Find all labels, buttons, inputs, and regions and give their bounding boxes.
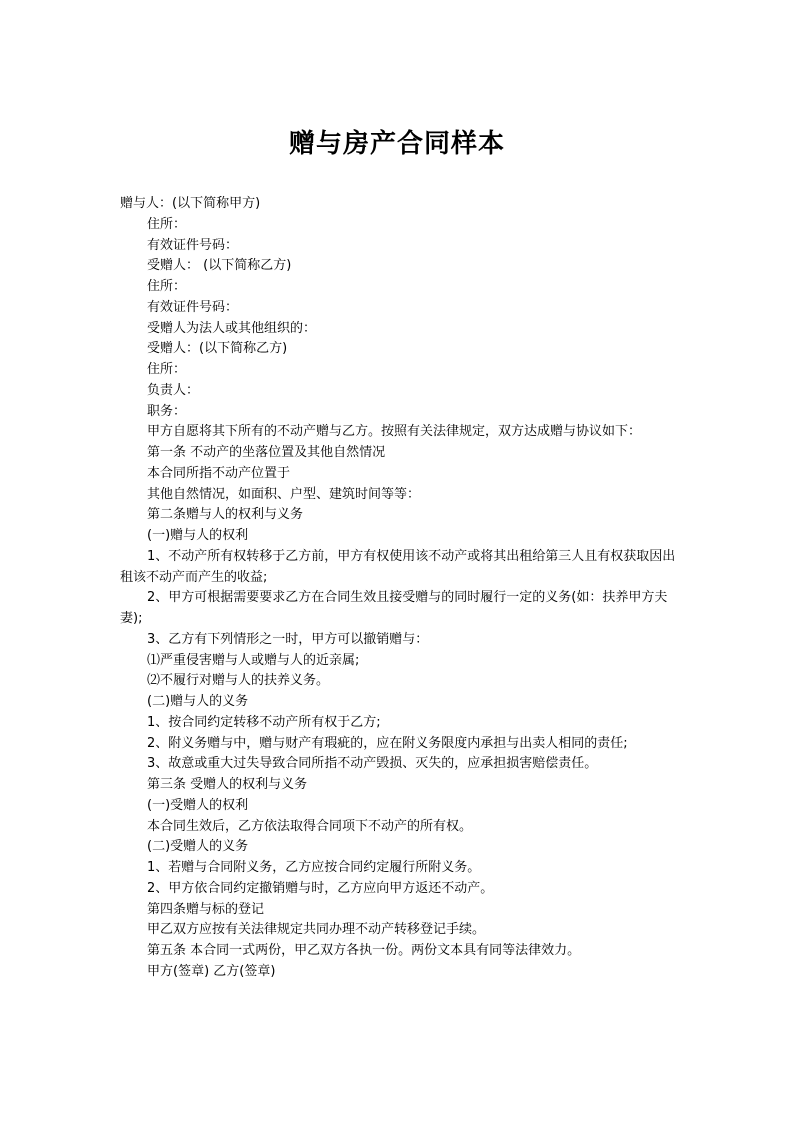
responsible-person-line: 负责人：: [147, 382, 200, 398]
donor-address-line: 住所：: [147, 216, 187, 232]
donor-right-3-line: 3、乙方有下列情形之一时，甲方可以撤销赠与：: [147, 631, 429, 647]
donor-obligation-3-line: 3、故意或重大过失导致合同所指不动产毁损、灭失的，应承担损害赔偿责任。: [147, 756, 598, 772]
article-3-heading: 第三条 受赠人的权利与义务: [147, 777, 308, 792]
donor-id-line: 有效证件号码：: [147, 237, 239, 253]
article-1-heading: 第一条 不动产的坐落位置及其他自然情况: [147, 445, 386, 460]
article-5-line: 第五条 本合同一式两份，甲乙双方各执一份。两份文本具有同等法律效力。: [147, 943, 581, 958]
donor-obligations-heading: (二)赠与人的义务: [147, 694, 249, 709]
document-title: 赠与房产合同样本: [288, 129, 505, 159]
article-4-heading: 第四条赠与标的登记: [147, 901, 265, 917]
donee-obligation-2-line: 2、甲方依合同约定撤销赠与时，乙方应向甲方返还不动产。: [147, 880, 494, 896]
donee-org-address-line: 住所：: [147, 362, 187, 377]
donee-address-line: 住所：: [147, 279, 187, 294]
donor-right-2-paragraph: 2、甲方可根据需要要求乙方在合同生效且接受赠与的同时履行一定的义务(如：扶养甲方夫妻);: [120, 590, 668, 626]
donee-org-name-line: 受赠人：(以下简称乙方): [147, 341, 288, 357]
donor-rights-heading: (一)赠与人的权利: [147, 528, 249, 543]
contract-body: [120, 194, 686, 983]
donee-organization-line: 受赠人为法人或其他组织的：: [147, 320, 317, 336]
property-details-line: 其他自然情况，如面积、户型、建筑时间等等：: [147, 486, 421, 502]
signature-line: 甲方(签章) 乙方(签章): [147, 963, 276, 979]
donor-obligation-2-line: 2、附义务赠与中，赠与财产有瑕疵的，应在附义务限度内承担与出卖人相同的责任;: [147, 735, 628, 751]
revocation-case-1-line: ⑴严重侵害赠与人或赠与人的近亲属;: [147, 652, 360, 668]
position-line: 职务：: [147, 403, 187, 419]
donee-obligations-heading: (二)受赠人的义务: [147, 839, 249, 855]
property-location-line: 本合同所指不动产位置于: [147, 465, 291, 481]
revocation-case-2-line: ⑵不履行对赠与人的扶养义务。: [147, 673, 330, 689]
donor-right-1-paragraph: 1、不动产所有权转移于乙方前，甲方有权使用该不动产或将其出租给第三人且有权获取因出租该不动产而产生的收益;: [120, 548, 676, 585]
donor-line: 赠与人：(以下简称甲方): [120, 196, 261, 211]
donee-id-line: 有效证件号码：: [147, 299, 239, 315]
donee-right-line: 本合同生效后，乙方依法取得合同项下不动产的所有权。: [147, 818, 473, 834]
donee-line: 受赠人： (以下简称乙方): [147, 258, 292, 274]
donor-obligation-1-line: 1、按合同约定转移不动产所有权于乙方;: [147, 714, 381, 730]
intro-paragraph: 甲方自愿将其下所有的不动产赠与乙方。按照有关法律规定，双方达成赠与协议如下：: [147, 424, 642, 440]
donee-obligation-1-line: 1、若赠与合同附义务，乙方应按合同约定履行所附义务。: [147, 860, 481, 875]
registration-line: 甲乙双方应按有关法律规定共同办理不动产转移登记手续。: [147, 922, 486, 938]
donee-rights-heading: (一)受赠人的权利: [147, 797, 249, 813]
article-2-heading: 第二条赠与人的权利与义务: [147, 507, 304, 523]
